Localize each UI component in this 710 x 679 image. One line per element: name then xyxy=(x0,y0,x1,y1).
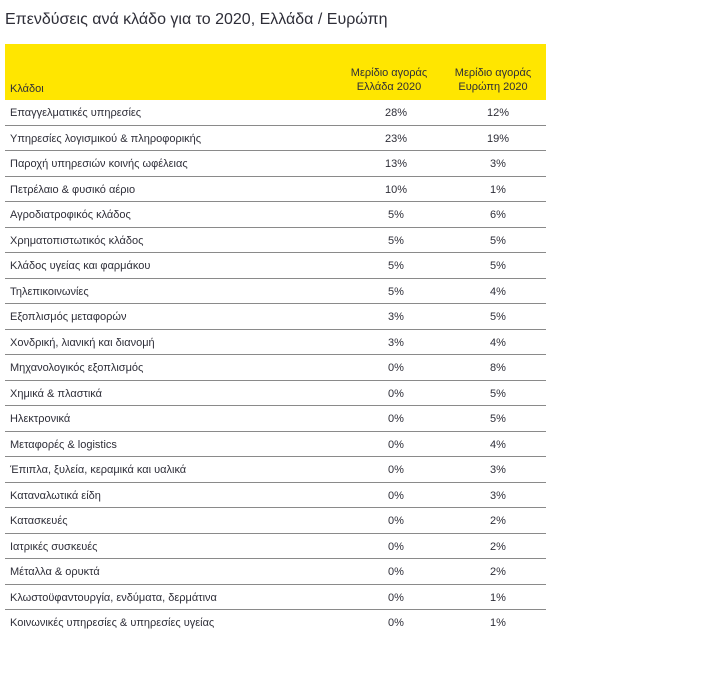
page-title: Επενδύσεις ανά κλάδο για το 2020, Ελλάδα / Ευρώπη xyxy=(5,11,388,28)
table-row xyxy=(5,432,546,458)
table-row xyxy=(5,304,546,330)
sector-name: Κατασκευές xyxy=(10,515,68,527)
sector-name: Επαγγελματικές υπηρεσίες xyxy=(10,107,142,119)
header-europe-share: Μερίδιο αγοράς Ευρώπη 2020 xyxy=(454,67,532,93)
europe-share: 8% xyxy=(490,362,506,374)
table-row xyxy=(5,177,546,203)
europe-share: 2% xyxy=(490,540,506,553)
sector-table xyxy=(5,44,546,636)
europe-share: 1% xyxy=(490,183,506,196)
europe-share: 3% xyxy=(490,464,506,476)
sector-name: Παροχή υπηρεσιών κοινής ωφέλειας xyxy=(10,158,188,170)
sector-name: Έπιπλα, ξυλεία, κεραμικά και υαλικά xyxy=(10,464,187,476)
greece-share: 0% xyxy=(388,362,404,374)
table-row xyxy=(5,151,546,177)
europe-share: 4% xyxy=(490,438,506,451)
table-row xyxy=(5,457,546,483)
europe-share: 6% xyxy=(490,209,506,221)
table-row xyxy=(5,100,546,126)
table-row xyxy=(5,355,546,381)
header-sector: Κλάδοι xyxy=(10,83,44,95)
sector-name: Ηλεκτρονικά xyxy=(10,413,71,425)
sector-name: Χονδρική, λιανική και διανομή xyxy=(10,336,155,349)
table-row xyxy=(5,253,546,279)
europe-share: 19% xyxy=(486,132,510,145)
sector-name: Υπηρεσίες λογισμικού & πληροφορικής xyxy=(10,132,202,145)
greece-share: 13% xyxy=(384,158,408,170)
europe-share: 2% xyxy=(490,515,506,527)
greece-share: 0% xyxy=(388,489,404,502)
greece-share: 0% xyxy=(388,464,404,476)
europe-share: 12% xyxy=(486,107,510,119)
table-row xyxy=(5,279,546,305)
sector-name: Κλάδος υγείας και φαρμάκου xyxy=(10,260,151,272)
sector-name: Χρηματοπιστωτικός κλάδος xyxy=(10,234,144,247)
table-row xyxy=(5,559,546,585)
greece-share: 5% xyxy=(388,285,404,298)
sector-name: Πετρέλαιο & φυσικό αέριο xyxy=(10,183,136,196)
sector-name: Εξοπλισμός μεταφορών xyxy=(10,311,127,323)
table-row xyxy=(5,406,546,432)
greece-share: 0% xyxy=(388,438,404,451)
europe-share: 1% xyxy=(490,591,506,604)
sector-name: Αγροδιατροφικός κλάδος xyxy=(10,209,131,221)
greece-share: 10% xyxy=(384,183,408,196)
europe-share: 3% xyxy=(490,489,506,502)
greece-share: 0% xyxy=(388,617,404,629)
europe-share: 5% xyxy=(490,311,506,323)
europe-share: 5% xyxy=(490,413,506,425)
table-header xyxy=(5,44,546,100)
table-row xyxy=(5,534,546,560)
greece-share: 0% xyxy=(388,540,404,553)
europe-share: 5% xyxy=(490,234,506,247)
table-row xyxy=(5,228,546,254)
sector-name: Μέταλλα & ορυκτά xyxy=(10,566,100,578)
table-row xyxy=(5,585,546,611)
sector-name: Ιατρικές συσκευές xyxy=(10,540,98,553)
greece-share: 23% xyxy=(384,132,408,145)
europe-share: 5% xyxy=(490,260,506,272)
greece-share: 0% xyxy=(388,413,404,425)
sector-name: Χημικά & πλαστικά xyxy=(10,387,102,400)
sector-name: Καταναλωτικά είδη xyxy=(10,489,101,502)
table-row xyxy=(5,610,546,636)
sector-name: Κοινωνικές υπηρεσίες & υπηρεσίες υγείας xyxy=(10,617,215,629)
sector-name: Μηχανολογικός εξοπλισμός xyxy=(10,362,144,374)
europe-share: 5% xyxy=(490,387,506,400)
table-row xyxy=(5,126,546,152)
europe-share: 4% xyxy=(490,285,506,298)
greece-share: 5% xyxy=(388,260,404,272)
sector-name: Μεταφορές & logistics xyxy=(10,438,117,451)
greece-share: 28% xyxy=(384,107,408,119)
greece-share: 3% xyxy=(388,336,404,349)
table-row xyxy=(5,202,546,228)
sector-name: Τηλεπικοινωνίες xyxy=(10,285,89,298)
europe-share: 3% xyxy=(490,158,506,170)
greece-share: 0% xyxy=(388,515,404,527)
table-row xyxy=(5,508,546,534)
table-row xyxy=(5,483,546,509)
header-greece-share: Μερίδιο αγοράς Ελλάδα 2020 xyxy=(350,67,428,93)
europe-share: 1% xyxy=(490,617,506,629)
greece-share: 5% xyxy=(388,209,404,221)
greece-share: 0% xyxy=(388,387,404,400)
greece-share: 0% xyxy=(388,566,404,578)
greece-share: 5% xyxy=(388,234,404,247)
europe-share: 4% xyxy=(490,336,506,349)
table-row xyxy=(5,330,546,356)
table-row xyxy=(5,381,546,407)
sector-name: Κλωστοϋφαντουργία, ενδύματα, δερμάτινα xyxy=(10,591,217,604)
greece-share: 0% xyxy=(388,591,404,604)
table-body xyxy=(5,100,546,636)
europe-share: 2% xyxy=(490,566,506,578)
greece-share: 3% xyxy=(388,311,404,323)
